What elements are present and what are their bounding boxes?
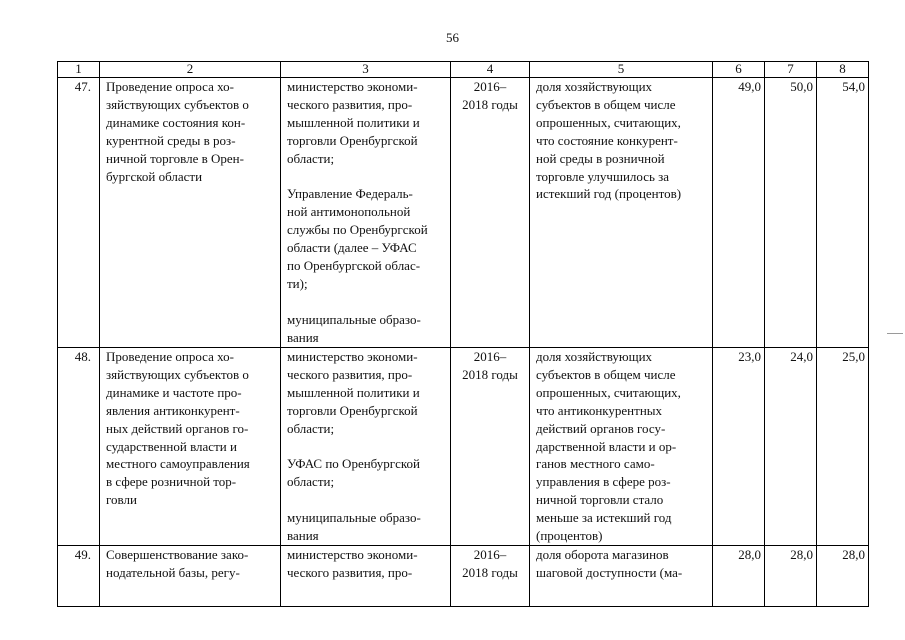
value-2018-cell: 25,0 <box>817 348 869 546</box>
indicator-line: управления в сфере роз- <box>536 474 671 490</box>
executor-line: области; <box>287 150 335 166</box>
activity-line: бургской области <box>106 168 203 184</box>
executor-paragraph <box>287 185 446 292</box>
scan-edge-mark <box>887 333 903 334</box>
indicator-cell <box>530 78 713 348</box>
indicator-line: опрошенных, считающих, <box>536 114 681 130</box>
indicator-line: торговле улучшилось за <box>536 168 670 184</box>
row-number-cell: 48. <box>58 348 100 546</box>
value-2016-cell: 49,0 <box>713 78 765 348</box>
indicator-cell <box>530 545 713 606</box>
executors-cell <box>281 348 451 546</box>
activity-cell <box>100 348 281 546</box>
header-cell-5: 5 <box>530 62 713 78</box>
indicator-line: доля хозяйствующих <box>536 79 653 94</box>
value-2016-cell: 28,0 <box>713 545 765 606</box>
executor-line: ти); <box>287 275 308 291</box>
header-cell-2: 2 <box>100 62 281 78</box>
period-line: 2016– <box>473 349 507 364</box>
period-cell <box>451 545 530 606</box>
activity-line: Совершенствование зако- <box>106 546 249 562</box>
header-row <box>58 62 869 78</box>
header-cell-7: 7 <box>765 62 817 78</box>
measures-table <box>57 61 869 607</box>
indicator-line: шаговой доступности (ма- <box>536 564 683 580</box>
header-cell-6: 6 <box>713 62 765 78</box>
executor-line: торговли Оренбургской <box>287 132 418 148</box>
executor-line: министерство экономи- <box>287 349 418 364</box>
activity-line: Проведение опроса хо- <box>106 79 234 94</box>
executor-line: области; <box>287 420 335 436</box>
indicator-line: доля хозяйствующих <box>536 349 653 364</box>
activity-line: явления антиконкурент- <box>106 402 240 418</box>
executor-line: министерство экономи- <box>287 79 418 94</box>
value-2017-cell: 28,0 <box>765 545 817 606</box>
page-number: 56 <box>446 30 459 45</box>
period-cell <box>451 348 530 546</box>
executor-paragraph <box>287 455 446 491</box>
table-row <box>58 78 869 348</box>
activity-line: динамике и частоте про- <box>106 384 242 400</box>
activity-cell <box>100 545 281 606</box>
executor-line: области; <box>287 474 335 490</box>
activity-line: в сфере розничной тор- <box>106 474 237 490</box>
indicator-line: истекший год (процентов) <box>536 186 682 202</box>
period-line: 2018 годы <box>462 366 518 382</box>
value-2018-cell: 28,0 <box>817 545 869 606</box>
activity-line: динамике состояния кон- <box>106 114 246 130</box>
table-row <box>58 348 869 546</box>
indicator-line: доля оборота магазинов <box>536 546 669 562</box>
executor-line: области (далее – УФАС <box>287 240 417 256</box>
executors-cell <box>281 545 451 606</box>
executor-line: муниципальные образо- <box>287 510 421 526</box>
indicator-line: опрошенных, считающих, <box>536 384 681 400</box>
value-2017-cell: 50,0 <box>765 78 817 348</box>
period-line: 2018 годы <box>462 96 518 112</box>
executor-line: мышленной политики и <box>287 114 420 130</box>
header-cell-1: 1 <box>58 62 100 78</box>
executor-line: ческого развития, про- <box>287 96 413 112</box>
activity-line: сударственной власти и <box>106 438 237 454</box>
activity-line: Проведение опроса хо- <box>106 349 234 364</box>
activity-line: курентной среды в роз- <box>106 132 236 148</box>
executor-line: Управление Федераль- <box>287 186 413 202</box>
executor-paragraph <box>287 509 446 545</box>
indicator-line: что состояние конкурент- <box>536 132 678 148</box>
header-cell-4: 4 <box>451 62 530 78</box>
period-line: 2016– <box>473 79 507 94</box>
indicator-line: субъектов в общем числе <box>536 366 676 382</box>
executor-paragraph <box>287 311 446 347</box>
value-2016-cell: 23,0 <box>713 348 765 546</box>
period-line: 2016– <box>473 546 507 562</box>
value-2017-cell: 24,0 <box>765 348 817 546</box>
row-number-cell: 49. <box>58 545 100 606</box>
row-number-cell: 47. <box>58 78 100 348</box>
indicator-line: (процентов) <box>536 528 603 544</box>
executor-paragraph <box>287 78 446 168</box>
executor-line: торговли Оренбургской <box>287 402 418 418</box>
executor-line: вания <box>287 329 319 345</box>
executor-paragraph <box>287 348 446 438</box>
executor-line: вания <box>287 528 319 544</box>
value-2018-cell: 54,0 <box>817 78 869 348</box>
indicator-line: действий органов госу- <box>536 420 666 436</box>
activity-line: ных действий органов го- <box>106 420 249 436</box>
executor-line: министерство экономи- <box>287 546 418 562</box>
period-line: 2018 годы <box>462 564 518 580</box>
activity-line: говли <box>106 492 137 508</box>
activity-line: зяйствующих субъектов о <box>106 366 249 382</box>
executor-line: ной антимонопольной <box>287 204 411 220</box>
indicator-line: меньше за истекший год <box>536 510 672 526</box>
header-cell-8: 8 <box>817 62 869 78</box>
activity-line: местного самоуправления <box>106 456 250 472</box>
indicator-line: ничной торговли стало <box>536 492 664 508</box>
executor-line: муниципальные образо- <box>287 311 421 327</box>
executors-cell <box>281 78 451 348</box>
activity-line: зяйствующих субъектов о <box>106 96 249 112</box>
executor-line: ческого развития, про- <box>287 564 413 580</box>
header-cell-3: 3 <box>281 62 451 78</box>
activity-line: нодательной базы, регу- <box>106 564 240 580</box>
indicator-line: субъектов в общем числе <box>536 96 676 112</box>
indicator-line: дарственной власти и ор- <box>536 438 677 454</box>
executor-line: по Оренбургской облас- <box>287 258 421 274</box>
period-cell <box>451 78 530 348</box>
activity-line: ничной торговле в Орен- <box>106 150 244 166</box>
indicator-line: ной среды в розничной <box>536 150 665 166</box>
indicator-line: что антиконкурентных <box>536 402 663 418</box>
indicator-line: ганов местного само- <box>536 456 655 472</box>
executor-line: УФАС по Оренбургской <box>287 456 421 472</box>
indicator-cell <box>530 348 713 546</box>
executor-paragraph <box>287 546 446 582</box>
activity-cell <box>100 78 281 348</box>
executor-line: службы по Оренбургской <box>287 222 428 238</box>
executor-line: мышленной политики и <box>287 384 420 400</box>
executor-line: ческого развития, про- <box>287 366 413 382</box>
table-row <box>58 545 869 606</box>
